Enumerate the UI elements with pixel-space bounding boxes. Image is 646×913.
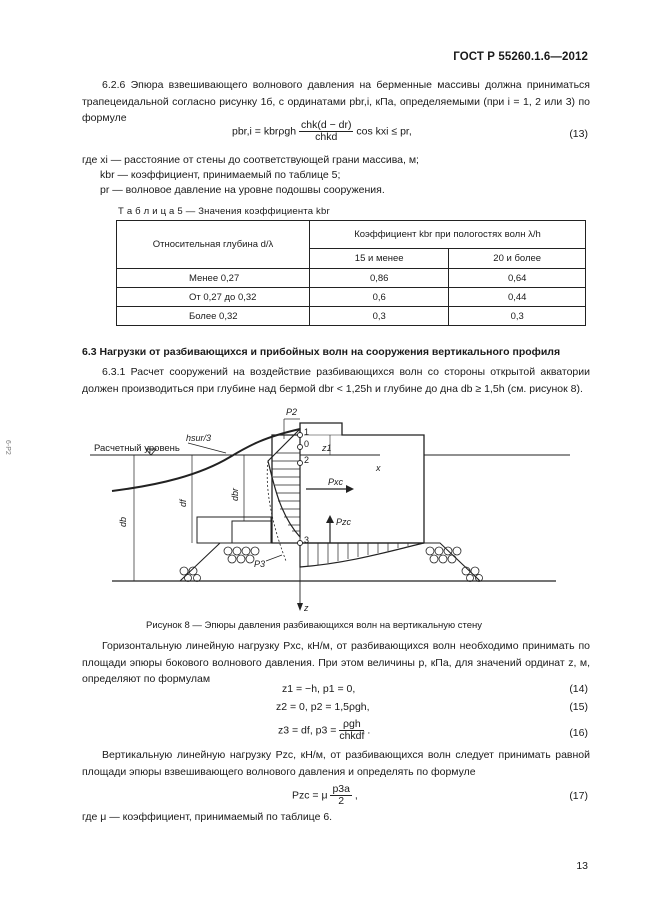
formula-13-fraction [299,120,353,143]
label-p2: P2 [286,407,298,417]
formula-16 [278,719,370,742]
paragraph-6-3-1: 6.3.1 Расчет сооружений на воздействие разбивающихся волн со стороны открытой акватории должен производиться при глубине над бермой dbr < 1,25h и глубине до дна db ≥ 1,5h (см. рисунок 8). [82,366,590,395]
def-mu: где μ — коэффициент, принимаемый по таблице 6. [82,811,333,823]
formula-13 [232,120,412,143]
paragraph-horizontal-load: Горизонтальную линейную нагрузку Pxc, кН/м, от разбивающихся волн необходимо принимать по площади эпюры бокового волнового давления. При этом величины p, кПа, для значений ординат z, м, определяют по формулам [82,640,590,685]
figure-8-caption: Рисунок 8 — Эпюры давления разбивающихся волн на вертикальную стену [146,620,483,631]
uplift-hatch [308,543,408,566]
table-cell-b: 0,64 [449,269,586,288]
eq-number-13: (13) [569,128,588,140]
hsur-leader [188,443,226,453]
formula-16-lhs: z3 = df, p3 = [278,724,337,737]
label-df: df [178,499,188,507]
table-cell-b: 0,3 [449,307,586,326]
boulders-right [426,547,483,582]
label-n3: 3 [304,535,310,545]
formula-16-tail: . [367,724,371,737]
def-kbr: kbr — коэффициент, принимаемый по таблице 5; [100,169,341,181]
table-row [117,269,586,288]
uplift-pressure-diagram [300,543,424,567]
eq-number-15: (15) [569,701,588,713]
horizontal-pressure-diagram [268,429,300,537]
formula-17-tail: , [354,789,358,802]
table-row [117,307,586,326]
table-5-header-coef: Коэффициент kbr при пологостях волн λ/h [310,221,586,249]
label-z1: z1 [322,443,332,453]
table-cell-depth: От 0,27 до 0,32 [117,288,310,307]
table-cell-a: 0,86 [310,269,449,288]
table-5-subheader-1: 15 и менее [310,249,449,269]
table-cell-depth: Менее 0,27 [117,269,310,288]
formula-16-numerator: ρgh [339,719,364,731]
boulders-left [180,547,259,582]
label-pzc: Pzc [336,517,352,527]
formula-13-numerator: chk(d − dr) [300,119,352,131]
paragraph-vertical-load: Вертикальную линейную нагрузку Pzc, кН/м, от разбивающихся волн следует принимать равной площади эпюры взвешивающего волнового давления и определять по формуле [82,749,590,778]
table-cell-a: 0,3 [310,307,449,326]
table-row [117,288,586,307]
point-0-icon [298,445,303,450]
pzc-arrow-icon [326,515,334,523]
formula-13-rhs: cos kxi ≤ pr, [356,125,412,138]
label-n0: 0 [304,439,310,449]
label-n2: 2 [304,455,310,465]
pxc-arrow-icon [346,485,354,493]
formula-17-lhs: Pzc = μ [292,789,328,802]
table-cell-depth: Более 0,32 [117,307,310,326]
figure-8-diagram [80,405,580,615]
label-z: z [304,603,309,613]
formula-15: z2 = 0, p2 = 1,5ρgh, [276,701,370,713]
p3-leader [266,555,282,561]
point-1-icon [298,433,303,438]
eq-number-17: (17) [569,790,588,802]
label-p3: P3 [254,559,266,569]
table-5 [116,220,586,326]
table-5-header-depth: Относительная глубина d/λ [117,221,310,269]
point-3-icon [298,541,303,546]
formula-13-denominator: chkd [315,131,338,143]
table-cell-a: 0,6 [310,288,449,307]
def-xi: где xi — расстояние от стены до соответствующей грани массива, м; [82,154,419,166]
table-5-caption: Т а б л и ц а 5 — Значения коэффициента kbr [118,206,330,217]
table-cell-b: 0,44 [449,288,586,307]
page-number: 13 [576,860,588,872]
label-x: x [376,463,381,473]
def-pr: pr — волновое давление на уровне подошвы сооружения. [100,184,385,196]
formula-16-denominator: chkdf [339,730,365,742]
label-db: db [118,516,128,527]
formula-17-denominator: 2 [338,795,345,807]
berm-block-2 [232,521,272,543]
label-n1: 1 [304,427,310,437]
table-5-subheader-2: 20 и более [449,249,586,269]
z-axis-arrow-icon [297,603,303,611]
formula-14: z1 = −h, p1 = 0, [282,683,356,695]
label-dbr: dbr [230,487,240,501]
formula-16-fraction [339,719,364,742]
section-6-3-title: 6.3 Нагрузки от разбивающихся и прибойных волн на сооружения вертикального профиля [82,346,561,358]
margin-mark: 6-P2 [4,440,11,455]
formula-17-fraction [330,784,352,807]
eq-number-14: (14) [569,683,588,695]
point-2-icon [298,461,303,466]
label-pxc: Pxc [328,477,344,487]
formula-17 [292,784,358,807]
eq-number-16: (16) [569,727,588,739]
doc-header: ГОСТ Р 55260.1.6—2012 [453,51,588,63]
formula-13-lhs: pbr,i = kbrρgh [232,125,297,138]
paragraph-6-2-6: 6.2.6 Эпюра взвешивающего волнового давления на берменные массивы должна приниматься трапецеидальной согласно рисунку 1б, с ординатами pbr,i, кПа, определяемыми (при i = 1, 2 или 3) по формуле [82,79,590,124]
label-design-level: Расчетный уровень [94,443,180,454]
label-hsur: hsur/3 [186,433,212,443]
formula-17-numerator: p3a [332,783,350,795]
